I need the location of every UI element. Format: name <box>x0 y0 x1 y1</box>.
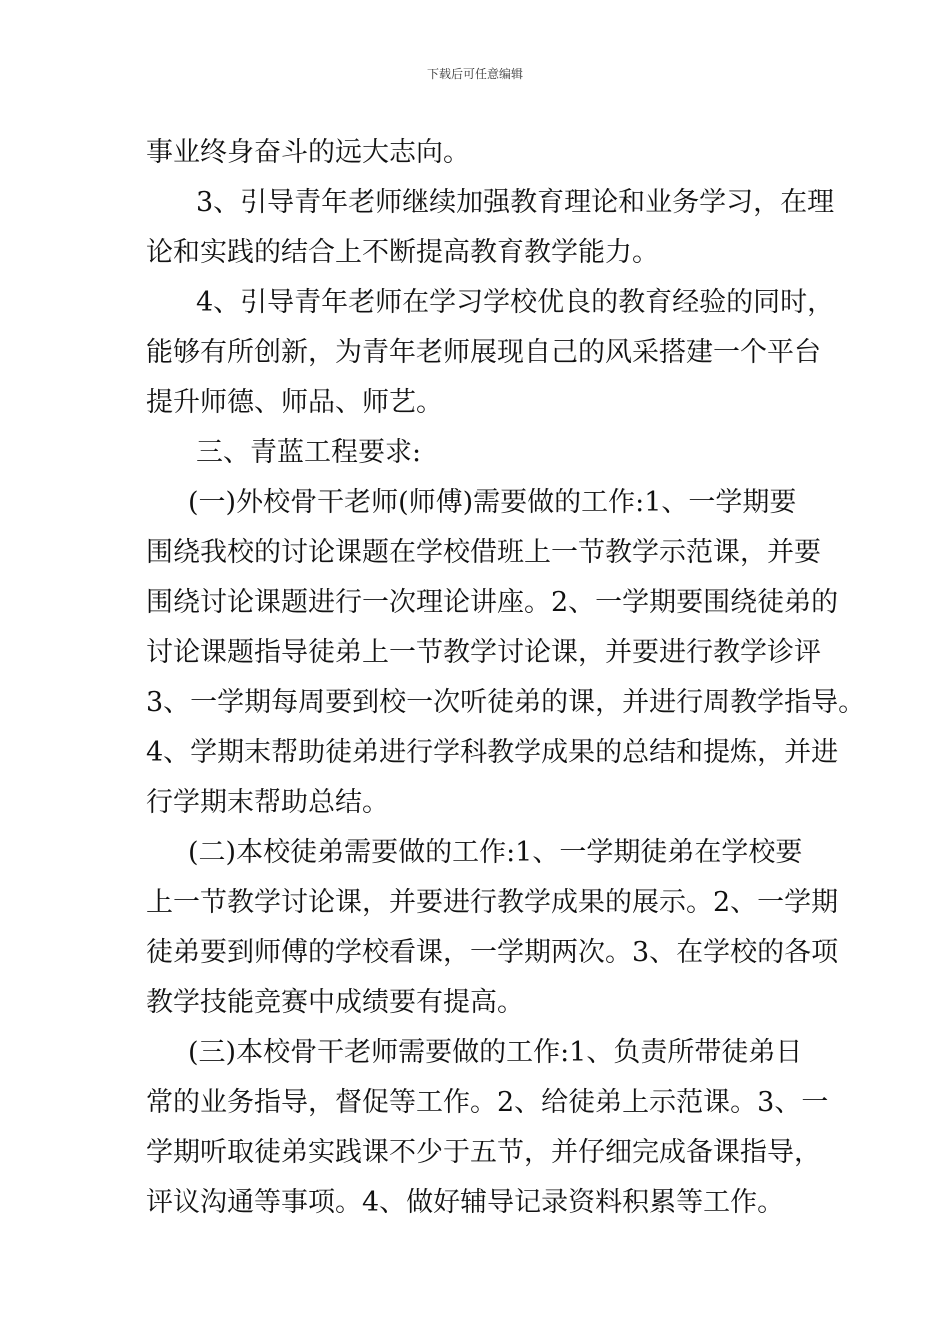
text-line: 讨论课题指导徒弟上一节教学讨论课，并要进行教学诊评 <box>146 637 821 668</box>
text-line: 4、学期末帮助徒弟进行学科教学成果的总结和提炼，并进 <box>146 737 839 768</box>
text-line: 3、一学期每周要到校一次听徒弟的课，并进行周教学指导。 <box>146 687 866 718</box>
text-line: 事业终身奋斗的远大志向。 <box>146 137 470 168</box>
text-line: 能够有所创新，为青年老师展现自己的风采搭建一个平台 <box>146 337 821 368</box>
text-line: (一)外校骨干老师(师傅)需要做的工作:1、一学期要 <box>188 487 797 518</box>
text-line: 围绕我校的讨论课题在学校借班上一节教学示范课，并要 <box>146 537 821 568</box>
text-line: 常的业务指导，督促等工作。2、给徒弟上示范课。3、一 <box>146 1087 829 1118</box>
text-line: 徒弟要到师傅的学校看课，一学期两次。3、在学校的各项 <box>146 937 839 968</box>
text-line: 评议沟通等事项。4、做好辅导记录资料积累等工作。 <box>146 1187 785 1218</box>
text-line: (三)本校骨干老师需要做的工作:1、负责所带徒弟日 <box>188 1037 803 1068</box>
page-header-note: 下载后可任意编辑 <box>426 67 523 81</box>
text-line: 行学期末帮助总结。 <box>146 787 389 818</box>
text-line: 围绕讨论课题进行一次理论讲座。2、一学期要围绕徒弟的 <box>146 587 839 618</box>
text-line: 4、引导青年老师在学习学校优良的教育经验的同时， <box>196 287 835 318</box>
text-line: 学期听取徒弟实践课不少于五节，并仔细完成备课指导， <box>146 1137 821 1168</box>
text-line: 3、引导青年老师继续加强教育理论和业务学习，在理 <box>196 187 835 218</box>
section-heading: 三、青蓝工程要求: <box>196 437 422 468</box>
text-line: 上一节教学讨论课，并要进行教学成果的展示。2、一学期 <box>146 887 839 918</box>
text-line: 论和实践的结合上不断提高教育教学能力。 <box>146 237 659 268</box>
text-line: (二)本校徒弟需要做的工作:1、一学期徒弟在学校要 <box>188 837 803 868</box>
text-line: 提升师德、师品、师艺。 <box>146 387 443 418</box>
text-line: 教学技能竞赛中成绩要有提高。 <box>146 987 524 1018</box>
document-body <box>146 128 866 1228</box>
